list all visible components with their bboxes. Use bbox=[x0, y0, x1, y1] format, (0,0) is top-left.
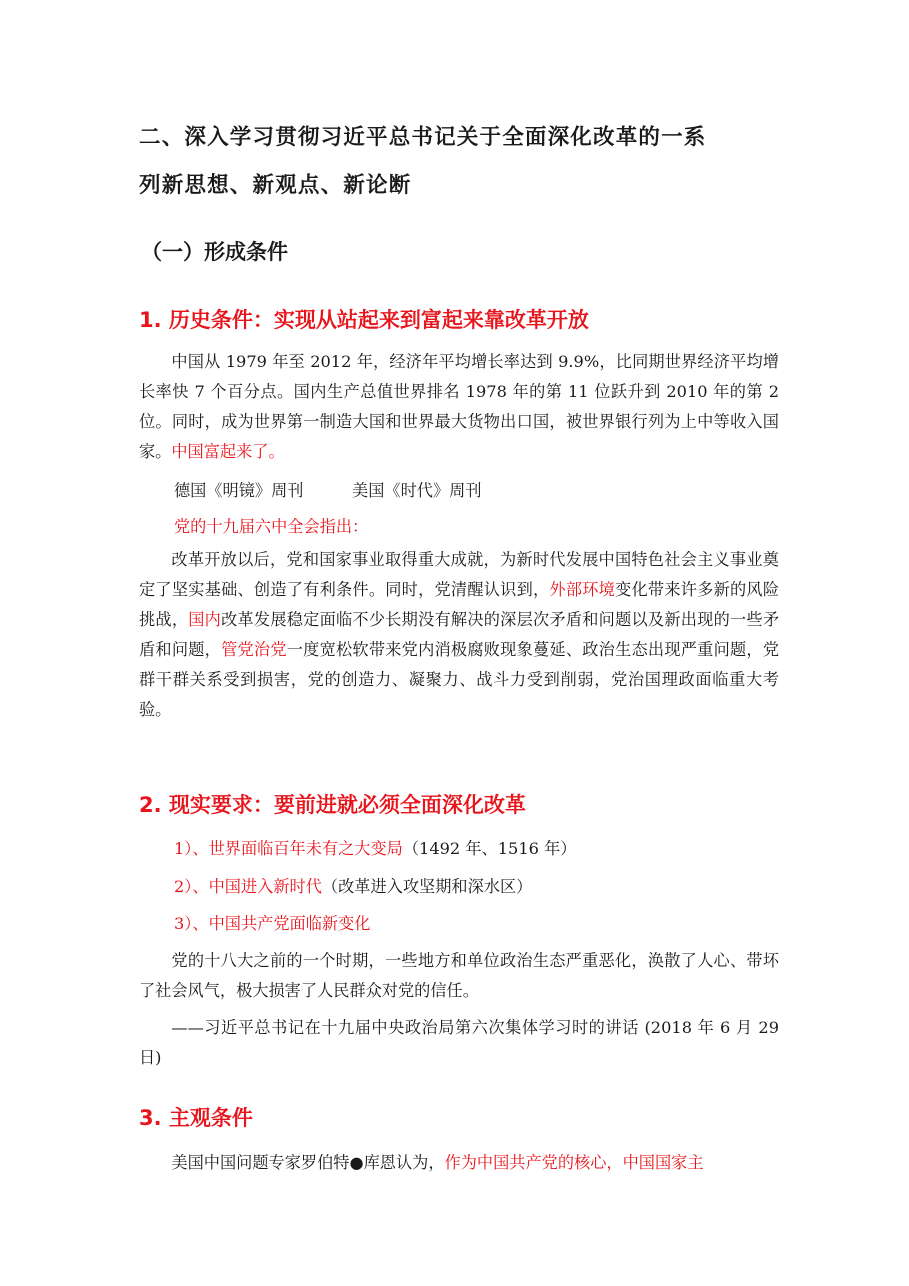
sec2-item-2-label: 2）、中国进入新时代 bbox=[174, 877, 322, 896]
sec2-item-1 bbox=[174, 834, 576, 864]
sec1-paragraph-1 bbox=[139, 347, 779, 467]
sec3-title: 3. 主观条件 bbox=[139, 1106, 253, 1130]
sec1-para2-c: 改革发展稳定面临不少长期没有解决的深层次矛盾和问题以及新出现的一些矛盾和问题， bbox=[139, 610, 780, 659]
sec2-title: 2. 现实要求：要前进就必须全面深化改革 bbox=[139, 793, 526, 817]
sec1-para2-red2: 国内 bbox=[188, 610, 222, 629]
sec1-para1-text: 中国从 1979 年至 2012 年，经济年平均增长率达到 9.9%，比同期世界经济平均增长率快 7 个百分点。国内生产总值世界排名 1978 年的第 11 位跃升到 2010 年的第 2 位。同时，成为世界第一制造大国和世界最大货物出口国，被世界银行列为上中等收入国家。 bbox=[139, 352, 779, 461]
sec3-para-text: 美国中国问题专家罗伯特●库恩认为， bbox=[171, 1153, 445, 1172]
sec1-para1-highlight: 中国富起来了。 bbox=[171, 442, 285, 461]
sec2-item-2 bbox=[174, 872, 532, 902]
sec1-para2-d: 一度宽松软带来党内消极腐败现象蔓延、政治生态出现严重问题，党群干群关系受到损害，党的创造力、凝聚力、战斗力受到削弱，党治国理政面临重大考验。 bbox=[139, 640, 780, 719]
sec2-quote-source: ——习近平总书记在十九届中央政治局第六次集体学习时的讲话 (2018 年 6 月 29 日) bbox=[139, 1018, 779, 1067]
magazines-line: 德国《明镜》周刊 美国《时代》周刊 bbox=[174, 481, 482, 500]
sec2-item-3 bbox=[174, 909, 370, 939]
sec3-paragraph bbox=[139, 1148, 779, 1178]
sec2-item-3-label: 3）、中国共产党面临新变化 bbox=[174, 914, 371, 933]
sec1-para2-a: 改革开放以后，党和国家事业取得重大成就，为新时代发展中国特色社会主义事业奠定了坚实基础、创造了有利条件。同时，党清醒认识到， bbox=[139, 550, 779, 599]
sec1-title: 1. 历史条件：实现从站起来到富起来靠改革开放 bbox=[139, 308, 589, 332]
sec2-item-2-note: （改革进入攻坚期和深水区） bbox=[321, 877, 533, 896]
sec2-quote: 党的十八大之前的一个时期，一些地方和单位政治生态严重恶化，涣散了人心、带坏了社会风气，极大损害了人民群众对党的信任。 bbox=[139, 951, 779, 1000]
sec1-para2-red1: 外部环境 bbox=[549, 580, 616, 599]
section-title: （一）形成条件 bbox=[141, 240, 288, 264]
main-heading-line2: 列新思想、新观点、新论断 bbox=[139, 173, 412, 198]
sec2-item-1-label: 1）、世界面临百年未有之大变局 bbox=[174, 839, 403, 858]
sec1-para2-b: 变化带来许多新的风险挑战， bbox=[139, 580, 780, 629]
main-heading-line1: 二、深入学习贯彻习近平总书记关于全面深化改革的一系 bbox=[139, 125, 707, 150]
sec3-para-highlight: 作为中国共产党的核心，中国国家主 bbox=[444, 1153, 704, 1172]
sec1-paragraph-2 bbox=[139, 545, 779, 725]
plenum-label: 党的十九届六中全会指出： bbox=[174, 517, 369, 536]
sec2-item-1-note: （1492 年、1516 年） bbox=[402, 839, 577, 858]
sec1-para2-red3: 管党治党 bbox=[221, 640, 287, 659]
